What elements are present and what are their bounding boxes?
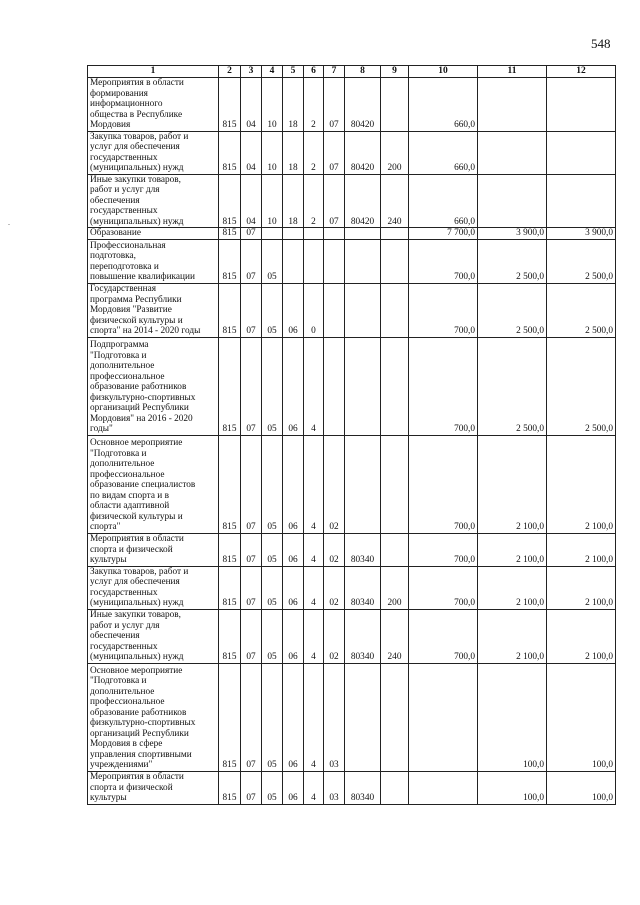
program-code: 06 bbox=[283, 609, 304, 663]
gr-code: 815 bbox=[219, 566, 241, 609]
column-header: 7 bbox=[324, 66, 345, 78]
event-code: 02 bbox=[324, 566, 345, 609]
amount-col-11: 2 100,0 bbox=[478, 435, 547, 533]
subprogram-code: 2 bbox=[304, 174, 324, 228]
gr-code: 815 bbox=[219, 228, 241, 240]
rz-code: 07 bbox=[241, 609, 262, 663]
pr-code: 10 bbox=[262, 174, 283, 228]
amount-col-11 bbox=[478, 174, 547, 228]
event-code: 07 bbox=[324, 78, 345, 132]
column-header: 6 bbox=[304, 66, 324, 78]
direction-code bbox=[345, 663, 381, 771]
amount-col-12: 2 100,0 bbox=[547, 533, 616, 566]
expense-type-code: 200 bbox=[381, 566, 409, 609]
subprogram-code bbox=[304, 228, 324, 240]
event-code bbox=[324, 283, 345, 337]
subprogram-code: 4 bbox=[304, 566, 324, 609]
program-code: 06 bbox=[283, 663, 304, 771]
subprogram-code: 4 bbox=[304, 533, 324, 566]
gr-code: 815 bbox=[219, 663, 241, 771]
row-name: Основное мероприятие "Подготовка и дополнительное профессиональное образование специалистов по видам спорта и в области адаптивной физической культуры и спорта" bbox=[88, 435, 219, 533]
amount-col-12: 3 900,0 bbox=[547, 228, 616, 240]
gr-code: 815 bbox=[219, 337, 241, 435]
amount-col-11: 2 100,0 bbox=[478, 533, 547, 566]
expense-type-code bbox=[381, 283, 409, 337]
event-code: 02 bbox=[324, 533, 345, 566]
pr-code: 10 bbox=[262, 78, 283, 132]
amount-col-10: 700,0 bbox=[409, 239, 478, 283]
amount-col-12: 2 100,0 bbox=[547, 609, 616, 663]
gr-code: 815 bbox=[219, 435, 241, 533]
rz-code: 07 bbox=[241, 337, 262, 435]
subprogram-code bbox=[304, 239, 324, 283]
amount-col-12: 100,0 bbox=[547, 771, 616, 804]
row-name: Подпрограмма "Подготовка и дополнительное профессиональное образование работников физкультурно-спортивных организаций Республики Мордовия" на 2016 - 2020 годы" bbox=[88, 337, 219, 435]
pr-code: 05 bbox=[262, 239, 283, 283]
rz-code: 04 bbox=[241, 131, 262, 174]
expense-type-code bbox=[381, 337, 409, 435]
expense-type-code: 240 bbox=[381, 609, 409, 663]
amount-col-11: 2 500,0 bbox=[478, 239, 547, 283]
program-code: 18 bbox=[283, 78, 304, 132]
column-header: 10 bbox=[409, 66, 478, 78]
table-row bbox=[88, 239, 616, 283]
event-code bbox=[324, 228, 345, 240]
row-name: Иные закупки товаров, работ и услуг для обеспечения государственных (муниципальных) нужд bbox=[88, 174, 219, 228]
direction-code: 80420 bbox=[345, 78, 381, 132]
table-row bbox=[88, 78, 616, 132]
column-header: 3 bbox=[241, 66, 262, 78]
table-row bbox=[88, 228, 616, 240]
rz-code: 07 bbox=[241, 566, 262, 609]
direction-code bbox=[345, 239, 381, 283]
row-name: Образование bbox=[88, 228, 219, 240]
gr-code: 815 bbox=[219, 283, 241, 337]
event-code: 07 bbox=[324, 174, 345, 228]
subprogram-code: 4 bbox=[304, 435, 324, 533]
event-code bbox=[324, 337, 345, 435]
amount-col-11 bbox=[478, 131, 547, 174]
pr-code: 05 bbox=[262, 435, 283, 533]
column-header: 8 bbox=[345, 66, 381, 78]
row-name: Закупка товаров, работ и услуг для обеспечения государственных (муниципальных) нужд bbox=[88, 131, 219, 174]
subprogram-code: 2 bbox=[304, 78, 324, 132]
expense-type-code bbox=[381, 78, 409, 132]
amount-col-10 bbox=[409, 771, 478, 804]
column-header: 9 bbox=[381, 66, 409, 78]
direction-code bbox=[345, 435, 381, 533]
row-name: Профессиональная подготовка, переподготовка и повышение квалификации bbox=[88, 239, 219, 283]
rz-code: 07 bbox=[241, 533, 262, 566]
table-row bbox=[88, 663, 616, 771]
rz-code: 07 bbox=[241, 435, 262, 533]
amount-col-12 bbox=[547, 174, 616, 228]
table-row bbox=[88, 609, 616, 663]
gr-code: 815 bbox=[219, 533, 241, 566]
table-row bbox=[88, 566, 616, 609]
subprogram-code: 4 bbox=[304, 663, 324, 771]
program-code bbox=[283, 228, 304, 240]
amount-col-10: 700,0 bbox=[409, 337, 478, 435]
table-row bbox=[88, 174, 616, 228]
event-code: 07 bbox=[324, 131, 345, 174]
row-name: Иные закупки товаров, работ и услуг для обеспечения государственных (муниципальных) нужд bbox=[88, 609, 219, 663]
expense-type-code bbox=[381, 663, 409, 771]
pr-code: 10 bbox=[262, 131, 283, 174]
amount-col-10 bbox=[409, 663, 478, 771]
amount-col-12: 2 100,0 bbox=[547, 435, 616, 533]
program-code: 06 bbox=[283, 533, 304, 566]
subprogram-code: 4 bbox=[304, 771, 324, 804]
subprogram-code: 0 bbox=[304, 283, 324, 337]
amount-col-11: 2 500,0 bbox=[478, 283, 547, 337]
program-code: 06 bbox=[283, 283, 304, 337]
amount-col-11: 2 100,0 bbox=[478, 566, 547, 609]
event-code: 03 bbox=[324, 771, 345, 804]
amount-col-10: 700,0 bbox=[409, 435, 478, 533]
amount-col-11 bbox=[478, 78, 547, 132]
gr-code: 815 bbox=[219, 609, 241, 663]
amount-col-10: 660,0 bbox=[409, 174, 478, 228]
pr-code: 05 bbox=[262, 771, 283, 804]
amount-col-10: 700,0 bbox=[409, 609, 478, 663]
table-row bbox=[88, 131, 616, 174]
page-number: 548 bbox=[591, 36, 611, 51]
gr-code: 815 bbox=[219, 771, 241, 804]
expense-type-code bbox=[381, 771, 409, 804]
amount-col-11: 2 100,0 bbox=[478, 609, 547, 663]
budget-table bbox=[87, 65, 616, 805]
direction-code: 80340 bbox=[345, 533, 381, 566]
direction-code: 80340 bbox=[345, 771, 381, 804]
row-name: Основное мероприятие "Подготовка и дополнительное профессиональное образование работников физкультурно-спортивных организаций Республики Мордовия в сфере управления спортивными учреждениями" bbox=[88, 663, 219, 771]
pr-code: 05 bbox=[262, 566, 283, 609]
pr-code: 05 bbox=[262, 337, 283, 435]
amount-col-12: 100,0 bbox=[547, 663, 616, 771]
subprogram-code: 2 bbox=[304, 131, 324, 174]
rz-code: 04 bbox=[241, 78, 262, 132]
gr-code: 815 bbox=[219, 239, 241, 283]
amount-col-12 bbox=[547, 78, 616, 132]
amount-col-11: 100,0 bbox=[478, 663, 547, 771]
direction-code: 80340 bbox=[345, 609, 381, 663]
pr-code bbox=[262, 228, 283, 240]
direction-code bbox=[345, 228, 381, 240]
event-code: 02 bbox=[324, 609, 345, 663]
direction-code: 80420 bbox=[345, 131, 381, 174]
amount-col-10: 700,0 bbox=[409, 283, 478, 337]
event-code bbox=[324, 239, 345, 283]
row-name: Мероприятия в области спорта и физической культуры bbox=[88, 533, 219, 566]
event-code: 02 bbox=[324, 435, 345, 533]
direction-code: 80420 bbox=[345, 174, 381, 228]
column-header: 2 bbox=[219, 66, 241, 78]
expense-type-code: 200 bbox=[381, 131, 409, 174]
amount-col-11: 3 900,0 bbox=[478, 228, 547, 240]
column-header: 1 bbox=[88, 66, 219, 78]
event-code: 03 bbox=[324, 663, 345, 771]
amount-col-10: 660,0 bbox=[409, 78, 478, 132]
expense-type-code: 240 bbox=[381, 174, 409, 228]
column-header: 11 bbox=[478, 66, 547, 78]
direction-code: 80340 bbox=[345, 566, 381, 609]
expense-type-code bbox=[381, 533, 409, 566]
program-code bbox=[283, 239, 304, 283]
table-row bbox=[88, 533, 616, 566]
direction-code bbox=[345, 283, 381, 337]
amount-col-11: 2 500,0 bbox=[478, 337, 547, 435]
direction-code bbox=[345, 337, 381, 435]
program-code: 18 bbox=[283, 131, 304, 174]
pr-code: 05 bbox=[262, 663, 283, 771]
pr-code: 05 bbox=[262, 533, 283, 566]
table-row bbox=[88, 337, 616, 435]
column-header: 12 bbox=[547, 66, 616, 78]
table-row bbox=[88, 283, 616, 337]
rz-code: 04 bbox=[241, 174, 262, 228]
gr-code: 815 bbox=[219, 78, 241, 132]
amount-col-10: 660,0 bbox=[409, 131, 478, 174]
rz-code: 07 bbox=[241, 771, 262, 804]
amount-col-12: 2 500,0 bbox=[547, 283, 616, 337]
expense-type-code bbox=[381, 239, 409, 283]
program-code: 06 bbox=[283, 771, 304, 804]
margin-mark: . bbox=[8, 218, 10, 227]
amount-col-11: 100,0 bbox=[478, 771, 547, 804]
amount-col-12 bbox=[547, 131, 616, 174]
rz-code: 07 bbox=[241, 228, 262, 240]
expense-type-code bbox=[381, 435, 409, 533]
header-row bbox=[88, 66, 616, 78]
subprogram-code: 4 bbox=[304, 337, 324, 435]
row-name: Мероприятия в области формирования информационного общества в Республике Мордовия bbox=[88, 78, 219, 132]
gr-code: 815 bbox=[219, 131, 241, 174]
amount-col-10: 7 700,0 bbox=[409, 228, 478, 240]
pr-code: 05 bbox=[262, 283, 283, 337]
subprogram-code: 4 bbox=[304, 609, 324, 663]
amount-col-12: 2 500,0 bbox=[547, 239, 616, 283]
table-row bbox=[88, 435, 616, 533]
program-code: 18 bbox=[283, 174, 304, 228]
program-code: 06 bbox=[283, 337, 304, 435]
row-name: Государственная программа Республики Мордовия "Развитие физической культуры и спорта" на 2014 - 2020 годы bbox=[88, 283, 219, 337]
pr-code: 05 bbox=[262, 609, 283, 663]
amount-col-10: 700,0 bbox=[409, 533, 478, 566]
program-code: 06 bbox=[283, 435, 304, 533]
column-header: 4 bbox=[262, 66, 283, 78]
amount-col-12: 2 100,0 bbox=[547, 566, 616, 609]
row-name: Мероприятия в области спорта и физической культуры bbox=[88, 771, 219, 804]
gr-code: 815 bbox=[219, 174, 241, 228]
amount-col-10: 700,0 bbox=[409, 566, 478, 609]
amount-col-12: 2 500,0 bbox=[547, 337, 616, 435]
rz-code: 07 bbox=[241, 239, 262, 283]
table-row bbox=[88, 771, 616, 804]
column-header: 5 bbox=[283, 66, 304, 78]
table-body bbox=[88, 78, 616, 805]
expense-type-code bbox=[381, 228, 409, 240]
rz-code: 07 bbox=[241, 283, 262, 337]
row-name: Закупка товаров, работ и услуг для обеспечения государственных (муниципальных) нужд bbox=[88, 566, 219, 609]
rz-code: 07 bbox=[241, 663, 262, 771]
program-code: 06 bbox=[283, 566, 304, 609]
